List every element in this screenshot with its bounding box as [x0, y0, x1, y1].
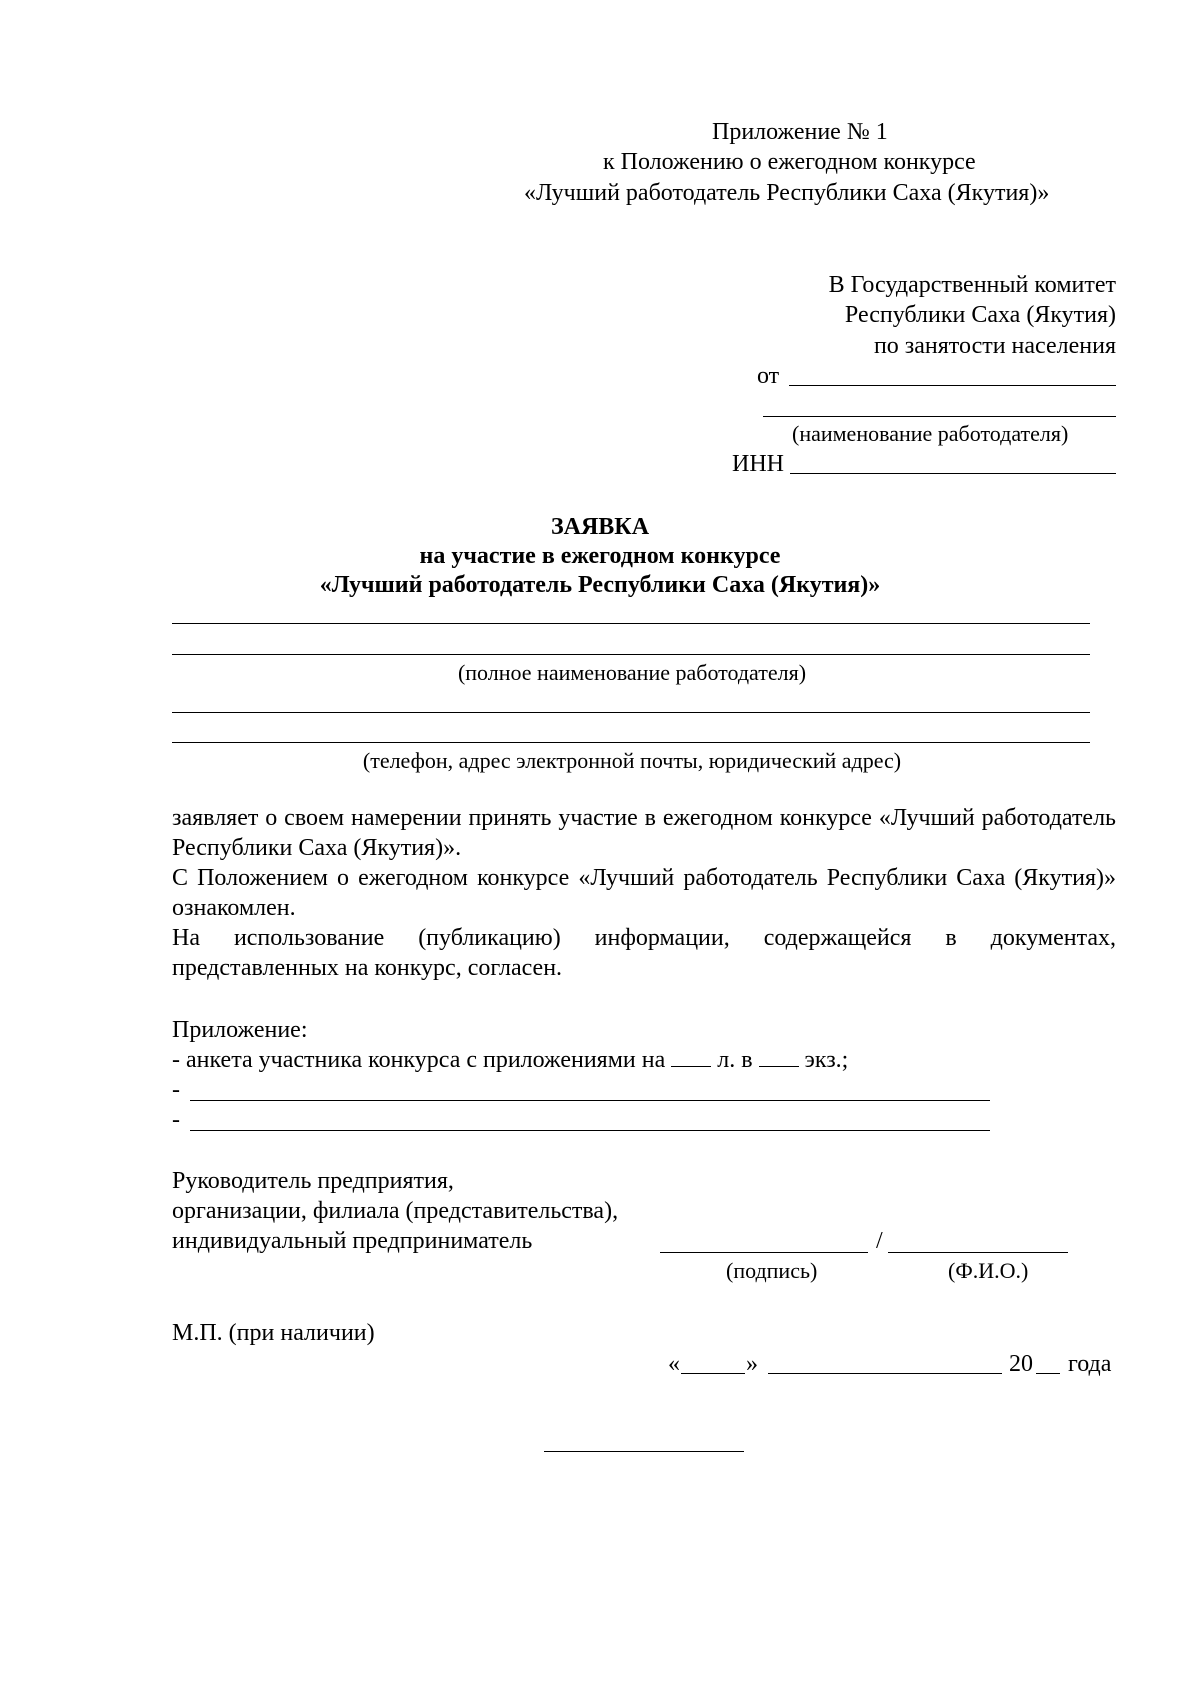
copies-count-blank[interactable] — [759, 1046, 799, 1067]
signatory-line-2: организации, филиала (представительства), — [172, 1198, 619, 1224]
annex-number: Приложение № 1 — [712, 119, 888, 145]
signature-caption: (подпись) — [726, 1258, 818, 1283]
pages-count-blank[interactable] — [671, 1046, 711, 1067]
attachment-item-2-blank-line[interactable] — [190, 1100, 990, 1101]
from-employer-blank-line[interactable] — [789, 385, 1116, 386]
signature-blank-line[interactable] — [660, 1252, 868, 1253]
attachments-heading: Приложение: — [172, 1017, 308, 1043]
closing-separator-line — [544, 1451, 744, 1452]
date-open-quote: « — [668, 1351, 680, 1377]
addressee-line-2: Республики Саха (Якутия) — [844, 302, 1116, 328]
year-blank-line[interactable] — [1036, 1373, 1060, 1374]
signatory-line-3: индивидуальный предприниматель — [172, 1228, 533, 1254]
attachment-item-questionnaire — [172, 1045, 848, 1075]
attachment-item-suffix: экз.; — [804, 1047, 849, 1073]
signature-slash: / — [876, 1228, 883, 1254]
annex-contest-name: «Лучший работодатель Республики Саха (Якутия)» — [524, 180, 1050, 206]
statement-paragraph-3: На использование (публикацию) информации, содержащейся в документах, представленных на конкурс, согласен. — [172, 925, 1116, 981]
full-name-signature-blank-line[interactable] — [888, 1252, 1068, 1253]
employer-name-caption: (наименование работодателя) — [792, 421, 1069, 446]
attachment-item-3-blank-line[interactable] — [190, 1130, 990, 1131]
signatory-line-1: Руководитель предприятия, — [172, 1168, 454, 1194]
statement-paragraph-2: С Положением о ежегодном конкурсе «Лучший работодатель Республики Саха (Якутия)» ознакомлен. — [172, 865, 1116, 921]
full-name-blank-line-2[interactable] — [172, 654, 1090, 655]
year-suffix: года — [1068, 1351, 1112, 1377]
month-blank-line[interactable] — [768, 1373, 1002, 1374]
attachment-item-pages-label: л. в — [717, 1047, 753, 1073]
inn-blank-line[interactable] — [790, 473, 1116, 474]
document-subtitle: на участие в ежегодном конкурсе — [419, 543, 781, 569]
contacts-blank-line-2[interactable] — [172, 742, 1090, 743]
stamp-label: М.П. (при наличии) — [172, 1320, 375, 1346]
inn-label: ИНН — [732, 451, 784, 477]
day-blank-line[interactable] — [681, 1373, 745, 1374]
statement-paragraph-1: заявляет о своем намерении принять участие в ежегодном конкурсе «Лучший работодатель Республики Саха (Якутия)». — [172, 805, 1116, 861]
from-employer-blank-line-2[interactable] — [763, 416, 1116, 417]
year-prefix: 20 — [1009, 1351, 1033, 1377]
full-name-blank-line-1[interactable] — [172, 623, 1090, 624]
contacts-blank-line-1[interactable] — [172, 712, 1090, 713]
document-title: ЗАЯВКА — [550, 514, 650, 540]
from-label: от — [757, 363, 780, 389]
full-name-caption-signature: (Ф.И.О.) — [948, 1258, 1029, 1283]
full-name-caption: (полное наименование работодателя) — [457, 660, 807, 685]
attachment-item-prefix: - анкета участника конкурса с приложениями на — [172, 1047, 666, 1073]
date-close-quote: » — [746, 1351, 758, 1377]
contacts-caption: (телефон, адрес электронной почты, юридический адрес) — [362, 748, 902, 773]
document-contest-name: «Лучший работодатель Республики Саха (Якутия)» — [319, 572, 881, 598]
attachment-item-2-dash: - — [172, 1077, 180, 1103]
addressee-line-3: по занятости населения — [873, 333, 1116, 359]
addressee-line-1: В Государственный комитет — [828, 272, 1116, 298]
annex-reference: к Положению о ежегодном конкурсе — [603, 149, 976, 175]
attachment-item-3-dash: - — [172, 1107, 180, 1133]
